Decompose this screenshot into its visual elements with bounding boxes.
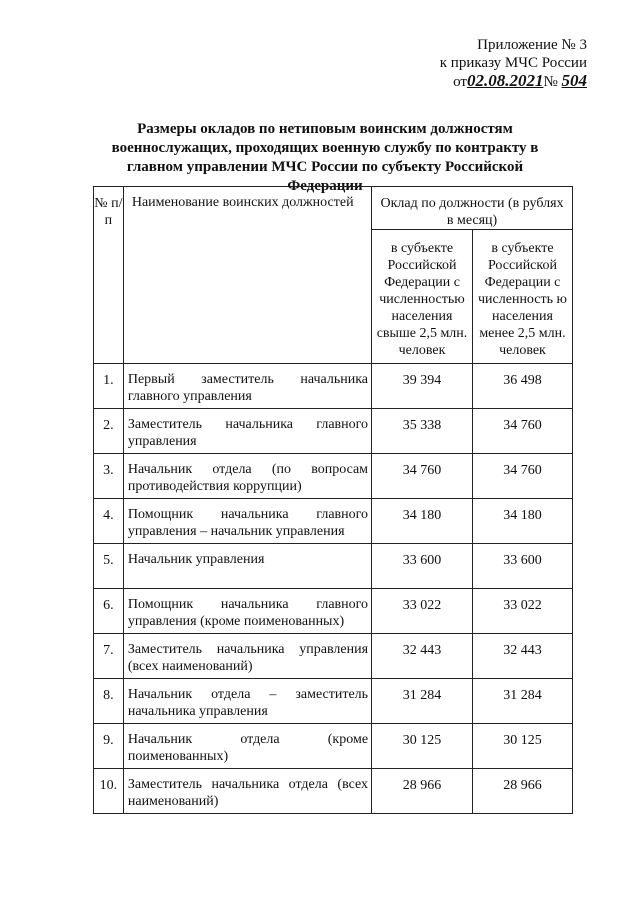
row-salary-below: 34 760 — [472, 454, 572, 499]
table-row — [94, 409, 573, 454]
appendix-order: к приказу МЧС России — [439, 55, 587, 71]
row-salary-above: 33 600 — [372, 544, 473, 589]
row-position-name: Заместитель начальника управления (всех наименований) — [123, 634, 371, 679]
header-name: Наименование воинских должностей — [123, 187, 371, 364]
row-number: 8. — [94, 679, 124, 724]
row-salary-above: 33 022 — [372, 589, 473, 634]
row-position-name: Помощник начальника главного управления – начальник управления — [123, 499, 371, 544]
row-number: 5. — [94, 544, 124, 589]
number-prefix: № — [543, 74, 558, 90]
row-position-name: Помощник начальника главного управления (кроме поименованных) — [123, 589, 371, 634]
row-position-name: Начальник отдела – заместитель начальника управления — [123, 679, 371, 724]
row-salary-below: 28 966 — [472, 769, 572, 814]
row-salary-above: 35 338 — [372, 409, 473, 454]
row-salary-above: 30 125 — [372, 724, 473, 769]
row-number: 6. — [94, 589, 124, 634]
date-prefix: от — [453, 74, 467, 90]
row-number: 10. — [94, 769, 124, 814]
appendix-block — [440, 36, 587, 91]
table-row — [94, 724, 573, 769]
row-number: 9. — [94, 724, 124, 769]
row-salary-below: 34 180 — [472, 499, 572, 544]
header-salary: Оклад по должности (в рублях в месяц) — [372, 187, 573, 230]
header-above: в субъекте Российской Федерации с численностью населения свыше 2,5 млн. человек — [372, 230, 473, 364]
row-number: 2. — [94, 409, 124, 454]
row-number: 1. — [94, 364, 124, 409]
row-salary-above: 34 760 — [372, 454, 473, 499]
header-below: в субъекте Российской Федерации с численность ю населения менее 2,5 млн. человек — [472, 230, 572, 364]
table-row — [94, 679, 573, 724]
row-number: 7. — [94, 634, 124, 679]
salary-table — [93, 186, 573, 814]
row-salary-below: 30 125 — [472, 724, 572, 769]
handwritten-date: 02.08.2021 — [466, 71, 544, 90]
row-salary-below: 31 284 — [472, 679, 572, 724]
row-salary-below: 32 443 — [472, 634, 572, 679]
appendix-date-line — [440, 72, 587, 91]
row-salary-above: 32 443 — [372, 634, 473, 679]
row-salary-above: 34 180 — [372, 499, 473, 544]
row-position-name: Начальник отдела (кроме поименованных) — [123, 724, 371, 769]
header-num: № п/п — [94, 187, 124, 364]
row-number: 4. — [94, 499, 124, 544]
row-salary-above: 39 394 — [372, 364, 473, 409]
table-row — [94, 589, 573, 634]
table-body — [94, 364, 573, 814]
row-position-name: Заместитель начальника главного управления — [123, 409, 371, 454]
row-position-name: Первый заместитель начальника главного управления — [123, 364, 371, 409]
row-salary-above: 28 966 — [372, 769, 473, 814]
table-row — [94, 364, 573, 409]
appendix-title: Приложение № 3 — [477, 37, 587, 53]
table-row — [94, 499, 573, 544]
row-salary-above: 31 284 — [372, 679, 473, 724]
row-position-name: Начальник отдела (по вопросам противодействия коррупции) — [123, 454, 371, 499]
table-row — [94, 634, 573, 679]
row-salary-below: 34 760 — [472, 409, 572, 454]
row-salary-below: 33 600 — [472, 544, 572, 589]
row-position-name: Заместитель начальника отдела (всех наименований) — [123, 769, 371, 814]
row-salary-below: 36 498 — [472, 364, 572, 409]
table-row — [94, 769, 573, 814]
table-row — [94, 544, 573, 589]
row-number: 3. — [94, 454, 124, 499]
table-header-row — [94, 187, 573, 230]
document-title: Размеры окладов по нетиповым воинским должностям военнослужащих, проходящих военную службу по контракту в главном управлении МЧС России по субъекту Российской Федерации — [111, 121, 539, 194]
row-position-name: Начальник управления — [123, 544, 371, 589]
row-salary-below: 33 022 — [472, 589, 572, 634]
handwritten-number: 504 — [561, 71, 587, 90]
table-row — [94, 454, 573, 499]
